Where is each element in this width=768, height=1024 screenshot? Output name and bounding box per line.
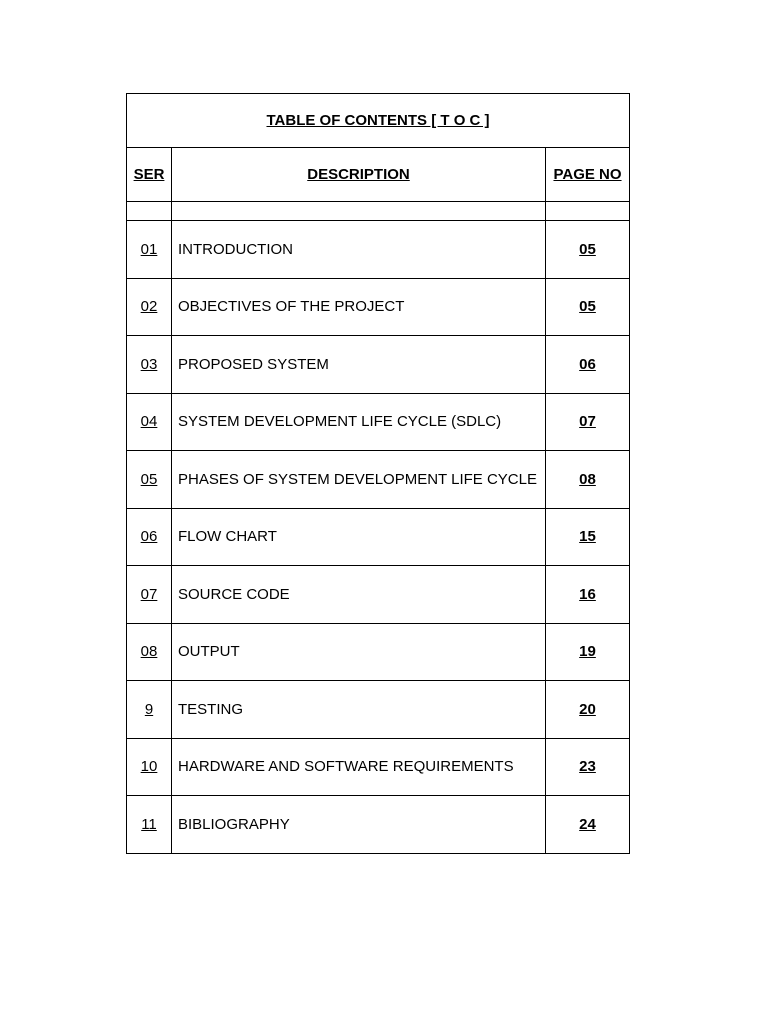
- description-cell: INTRODUCTION: [172, 221, 546, 279]
- page-cell: 24: [546, 796, 630, 854]
- description-cell: HARDWARE AND SOFTWARE REQUIREMENTS: [172, 738, 546, 796]
- description-cell: OUTPUT: [172, 623, 546, 681]
- ser-cell: 08: [127, 623, 172, 681]
- ser-cell: 9: [127, 681, 172, 739]
- ser-cell: 06: [127, 508, 172, 566]
- toc-header-row: [127, 148, 630, 202]
- table-row: [127, 278, 630, 336]
- page-cell: 16: [546, 566, 630, 624]
- table-row: [127, 221, 630, 279]
- ser-cell: 10: [127, 738, 172, 796]
- description-cell: BIBLIOGRAPHY: [172, 796, 546, 854]
- description-cell: PROPOSED SYSTEM: [172, 336, 546, 394]
- description-cell: SOURCE CODE: [172, 566, 546, 624]
- page-cell: 05: [546, 278, 630, 336]
- table-row: [127, 566, 630, 624]
- description-cell: PHASES OF SYSTEM DEVELOPMENT LIFE CYCLE: [172, 451, 546, 509]
- table-row: [127, 681, 630, 739]
- ser-cell: 11: [127, 796, 172, 854]
- header-ser: SER: [127, 148, 172, 202]
- spacer-cell: [127, 202, 172, 221]
- table-of-contents: [126, 93, 630, 854]
- header-page-no: PAGE NO: [546, 148, 630, 202]
- spacer-row: [127, 202, 630, 221]
- table-row: [127, 451, 630, 509]
- table-row: [127, 623, 630, 681]
- table-row: [127, 796, 630, 854]
- header-description: DESCRIPTION: [172, 148, 546, 202]
- ser-cell: 05: [127, 451, 172, 509]
- ser-cell: 01: [127, 221, 172, 279]
- page-cell: 23: [546, 738, 630, 796]
- page-cell: 08: [546, 451, 630, 509]
- table-row: [127, 508, 630, 566]
- spacer-cell: [172, 202, 546, 221]
- description-cell: OBJECTIVES OF THE PROJECT: [172, 278, 546, 336]
- toc-title: TABLE OF CONTENTS [ T O C ]: [127, 94, 630, 148]
- page-cell: 20: [546, 681, 630, 739]
- page-cell: 15: [546, 508, 630, 566]
- page-cell: 19: [546, 623, 630, 681]
- table-row: [127, 738, 630, 796]
- ser-cell: 02: [127, 278, 172, 336]
- ser-cell: 03: [127, 336, 172, 394]
- description-cell: SYSTEM DEVELOPMENT LIFE CYCLE (SDLC): [172, 393, 546, 451]
- toc-title-row: [127, 94, 630, 148]
- description-cell: FLOW CHART: [172, 508, 546, 566]
- page-cell: 05: [546, 221, 630, 279]
- ser-cell: 07: [127, 566, 172, 624]
- ser-cell: 04: [127, 393, 172, 451]
- description-cell: TESTING: [172, 681, 546, 739]
- page-cell: 06: [546, 336, 630, 394]
- table-row: [127, 336, 630, 394]
- page-cell: 07: [546, 393, 630, 451]
- table-row: [127, 393, 630, 451]
- spacer-cell: [546, 202, 630, 221]
